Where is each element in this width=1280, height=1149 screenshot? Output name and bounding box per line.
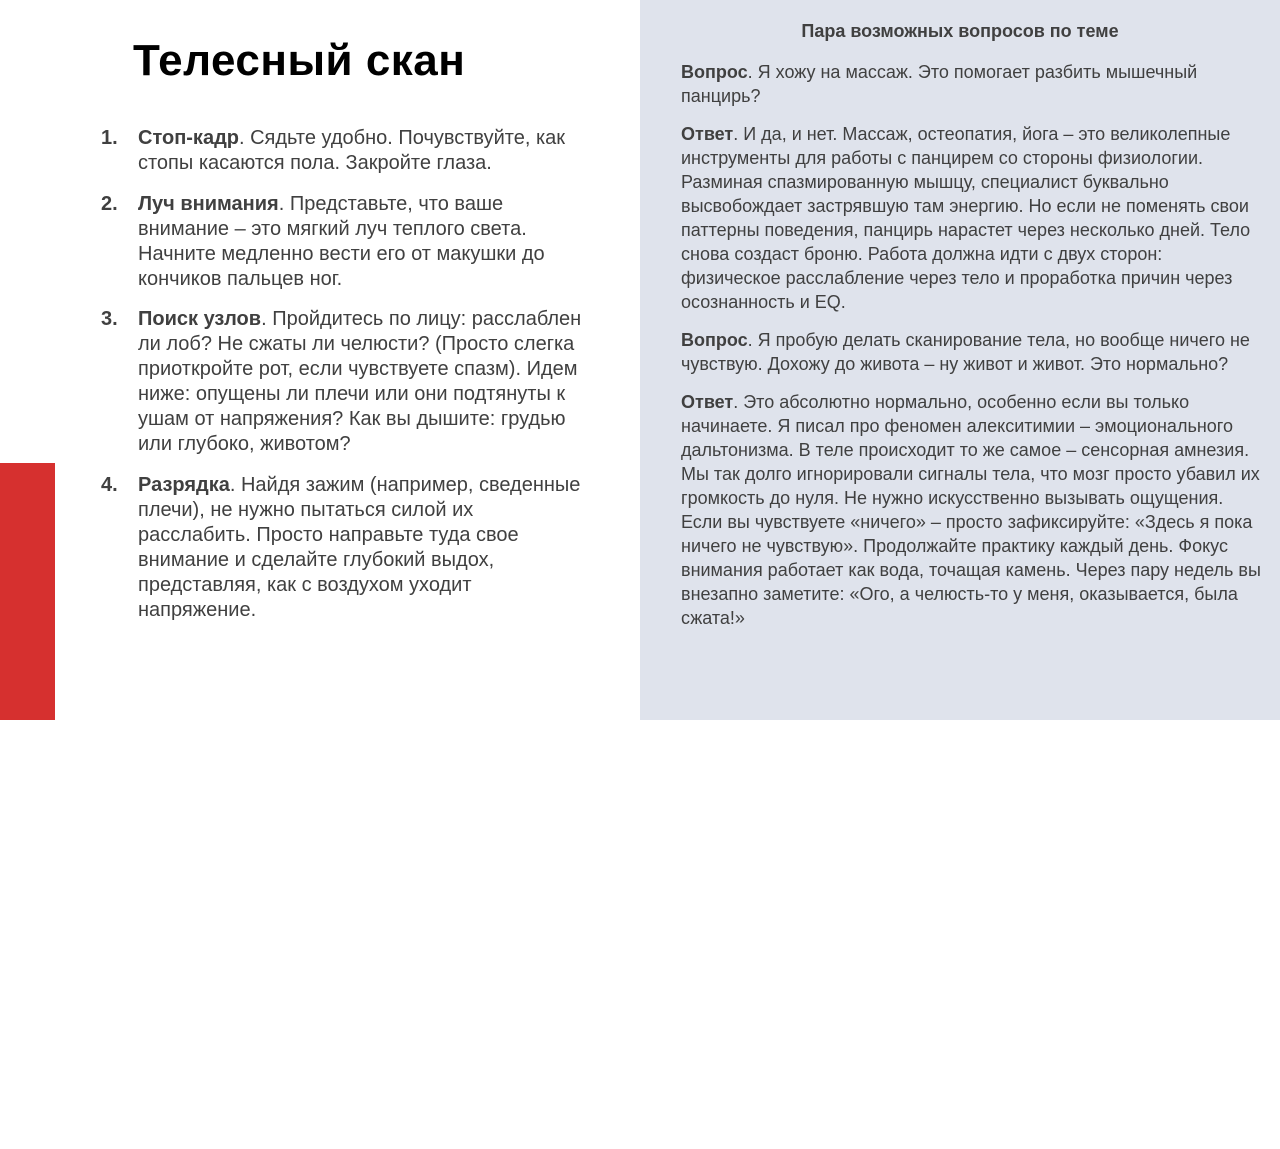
- step-title: Поиск узлов: [138, 308, 262, 330]
- right-panel: [640, 0, 1280, 720]
- step-number: 2.: [101, 192, 118, 215]
- faq-answer: [681, 122, 1261, 314]
- brand-logo-text: АнтиПсихоз: [9, 959, 44, 1149]
- step-number: 1.: [101, 127, 118, 149]
- faq-question: [681, 60, 1261, 108]
- faq-text: . Я хожу на массаж. Это помогает разбить мышечный панцирь?: [681, 62, 1198, 106]
- faq-label: Ответ: [681, 124, 734, 144]
- faq-text: . И да, и нет. Массаж, остеопатия, йога – это великолепные инструменты для работы с панцирем со стороны физиологии. Разминая спазмированную мышцу, специалист буквально высвобождает застрявшую там энергию. Но если не поменять свои паттерны поведения, панцирь нарастет через несколько дней. Тело снова создаст броню. Работа должна идти с двух сторон: физическое расслабление через тело и проработка причин через осознанность и EQ.: [681, 124, 1251, 312]
- steps-list: [101, 126, 591, 638]
- step-text: . Пройдитесь по лицу: расслаблен ли лоб? Не сжаты ли челюсти? (Просто слегка приоткройте рот, если чувствуете спазм). Идем ниже: опущены ли плечи или они подтянуты к ушам от напряжения? Как вы дышите: грудью или глубоко, животом?: [138, 308, 582, 455]
- faq-text: . Это абсолютно нормально, особенно если вы только начинаете. Я писал про феномен алекситимии – эмоционального дальтонизма. В теле происходит то же самое – сенсорная амнезия. Мы так долго игнорировали сигналы тела, что мозг просто убавил их громкость до нуля. Не нужно искусственно вызывать ощущения. Если вы чувствуете «ничего» – просто зафиксируйте: «Здесь я пока ничего не чувствую». Продолжайте практику каждый день. Фокус внимания работает как вода, точащая камень. Через пару недель вы внезапно заметите: «Ого, а челюсть-то у меня, оказывается, была сжата!»: [681, 392, 1261, 628]
- step-title: Разрядка: [138, 473, 230, 496]
- step-item: [101, 192, 591, 292]
- faq-text: . Я пробую делать сканирование тела, но вообще ничего не чувствую. Дохожу до живота – ну живот и живот. Это нормально?: [681, 330, 1250, 374]
- faq-heading: Пара возможных вопросов по теме: [801, 21, 1119, 41]
- faq-label: Вопрос: [681, 62, 748, 82]
- step-item: [101, 473, 591, 623]
- faq-answer: [681, 390, 1261, 630]
- faq-question: [681, 328, 1261, 376]
- step-number: 4.: [101, 473, 118, 496]
- step-title: Стоп-кадр: [138, 127, 239, 149]
- step-number: 3.: [101, 308, 118, 330]
- faq-list: [681, 60, 1261, 644]
- step-text: . Сядьте удобно. Почувствуйте, как стопы касаются пола. Закройте глаза.: [138, 127, 566, 174]
- brand-logo: [0, 463, 55, 1149]
- step-item: [101, 307, 591, 457]
- step-text: . Представьте, что ваше внимание – это мягкий луч теплого света. Начните медленно вести его от макушки до кончиков пальцев ног.: [138, 192, 545, 290]
- slide-title: Телесный скан: [133, 36, 466, 85]
- faq-label: Ответ: [681, 392, 734, 412]
- step-item: [101, 126, 591, 176]
- step-text: . Найдя зажим (например, сведенные плечи), не нужно пытаться силой их расслабить. Просто направьте туда свое внимание и сделайте глубокий выдох, представляя, как с воздухом уходит напряжение.: [138, 473, 581, 621]
- step-title: Луч внимания: [138, 192, 279, 215]
- faq-label: Вопрос: [681, 330, 748, 350]
